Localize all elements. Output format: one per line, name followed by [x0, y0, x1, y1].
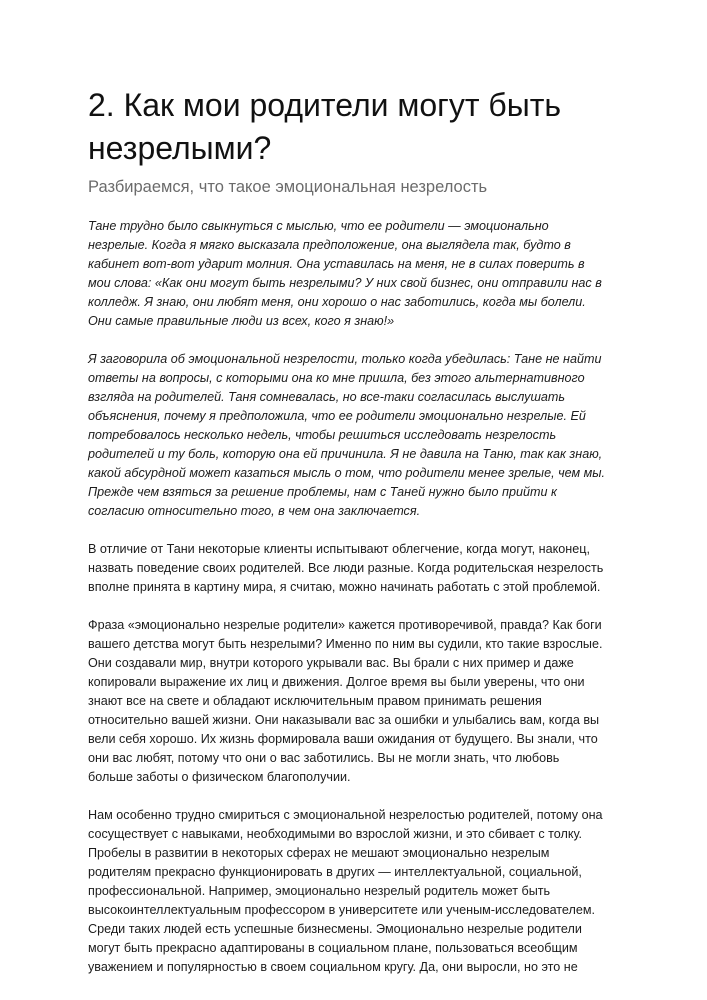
paragraph-line: Тане трудно было свыкнуться с мыслью, что ее родители — эмоционально — [88, 219, 549, 233]
paragraph-line: объяснения, почему я предположила, что ее родители эмоционально незрелые. Ей — [88, 409, 586, 423]
paragraph-line: родителям прекрасно функционировать в других — интеллектуальной, социальной, — [88, 865, 582, 879]
paragraph-line: копировали выражение их лиц и движения. Долгое время вы были уверены, что они — [88, 675, 585, 689]
paragraph-line: Они создавали мир, внутри которого укрывали вас. Вы брали с них пример и даже — [88, 656, 574, 670]
paragraph-line: Нам особенно трудно смириться с эмоциональной незрелостью родителей, потому она — [88, 808, 603, 822]
paragraph-line: высокоинтеллектуальным профессором в университете или ученым-исследователем. — [88, 903, 596, 917]
title-line: 2. Как мои родители могут быть — [88, 87, 562, 123]
paragraph-line: относительно вашей жизни. Они наказывали вас за ошибки и улыбались вам, когда вы — [88, 713, 600, 727]
paragraph-line: знают все на свете и обладают исключительным правом принимать решения — [88, 694, 542, 708]
paragraph-line: они вас любят, потому что они о вас заботились. Вы не могли знать, что любовь — [88, 751, 560, 765]
paragraph-line: назвать поведение своих родителей. Все люди разные. Когда родительская незрелость — [88, 561, 604, 575]
paragraph-line: Я заговорила об эмоциональной незрелости, только когда убедилась: Тане не найти — [88, 352, 602, 366]
paragraph-line: незрелые. Когда я мягко высказала предположение, она выглядела так, будто в — [88, 238, 571, 252]
page-title — [88, 84, 628, 170]
paragraph-line: Пробелы в развитии в некоторых сферах не мешают эмоционально незрелым — [88, 846, 550, 860]
body-text — [88, 217, 628, 977]
paragraph-line: вашего детства могут быть незрелыми? Именно по ним вы судили, кто такие взрослые. — [88, 637, 603, 651]
paragraph-line: потребовалось несколько недель, чтобы решиться исследовать незрелость — [88, 428, 557, 442]
paragraph-line: Фраза «эмоционально незрелые родители» кажется противоречивой, правда? Как боги — [88, 618, 602, 632]
paragraph-line: больше заботы о физическом благополучии. — [88, 770, 351, 784]
paragraph-line: согласию относительно того, в чем она заключается. — [88, 504, 421, 518]
paragraph-line: ответы на вопросы, с которыми она ко мне пришла, без этого альтернативного — [88, 371, 585, 385]
paragraph-line: вполне принята в картину мира, я считаю, можно начинать работать с этой проблемой. — [88, 580, 601, 594]
document-page — [88, 84, 628, 977]
paragraph-line: Они самые правильные люди из всех, кого я знаю!» — [88, 314, 395, 328]
paragraph-line: могут быть прекрасно адаптированы в социальном плане, пользоваться всеобщим — [88, 941, 578, 955]
paragraph-line: Среди таких людей есть успешные бизнесмены. Эмоционально незрелые родители — [88, 922, 582, 936]
paragraph — [88, 806, 628, 977]
paragraph-line: колледж. Я знаю, они любят меня, они хорошо о нас заботились, когда мы болели. — [88, 295, 586, 309]
paragraph-line: взгляда на родителей. Таня сомневалась, но все-таки согласилась выслушать — [88, 390, 566, 404]
paragraph — [88, 540, 628, 597]
paragraph-line: мои слова: «Как они могут быть незрелыми? У них свой бизнес, они отправили нас в — [88, 276, 602, 290]
paragraph-line: Прежде чем взяться за решение проблемы, нам с Таней нужно было прийти к — [88, 485, 557, 499]
paragraph — [88, 217, 628, 331]
paragraph-line: кабинет вот-вот ударит молния. Она уставилась на меня, не в силах поверить в — [88, 257, 585, 271]
paragraph — [88, 616, 628, 787]
paragraph-line: профессиональной. Например, эмоционально незрелый родитель может быть — [88, 884, 551, 898]
title-line: незрелыми? — [88, 130, 272, 166]
paragraph — [88, 350, 628, 521]
paragraph-line: В отличие от Тани некоторые клиенты испытывают облегчение, когда могут, наконец, — [88, 542, 590, 556]
page-subtitle: Разбираемся, что такое эмоциональная незрелость — [88, 178, 488, 196]
paragraph-line: вели себя хорошо. Их жизнь формировала ваши ожидания от будущего. Вы знали, что — [88, 732, 598, 746]
paragraph-line: какой абсурдной может казаться мысль о том, что родители менее зрелые, чем мы. — [88, 466, 605, 480]
paragraph-line: родителей и ту боль, которую она ей причинила. Я не давила на Таню, так как знаю, — [88, 447, 603, 461]
paragraph-line: сосуществует с навыками, необходимыми во взрослой жизни, и это сбивает с толку. — [88, 827, 583, 841]
paragraph-line: уважением и популярностью в своем социальном кругу. Да, они выросли, но это не — [88, 960, 578, 974]
